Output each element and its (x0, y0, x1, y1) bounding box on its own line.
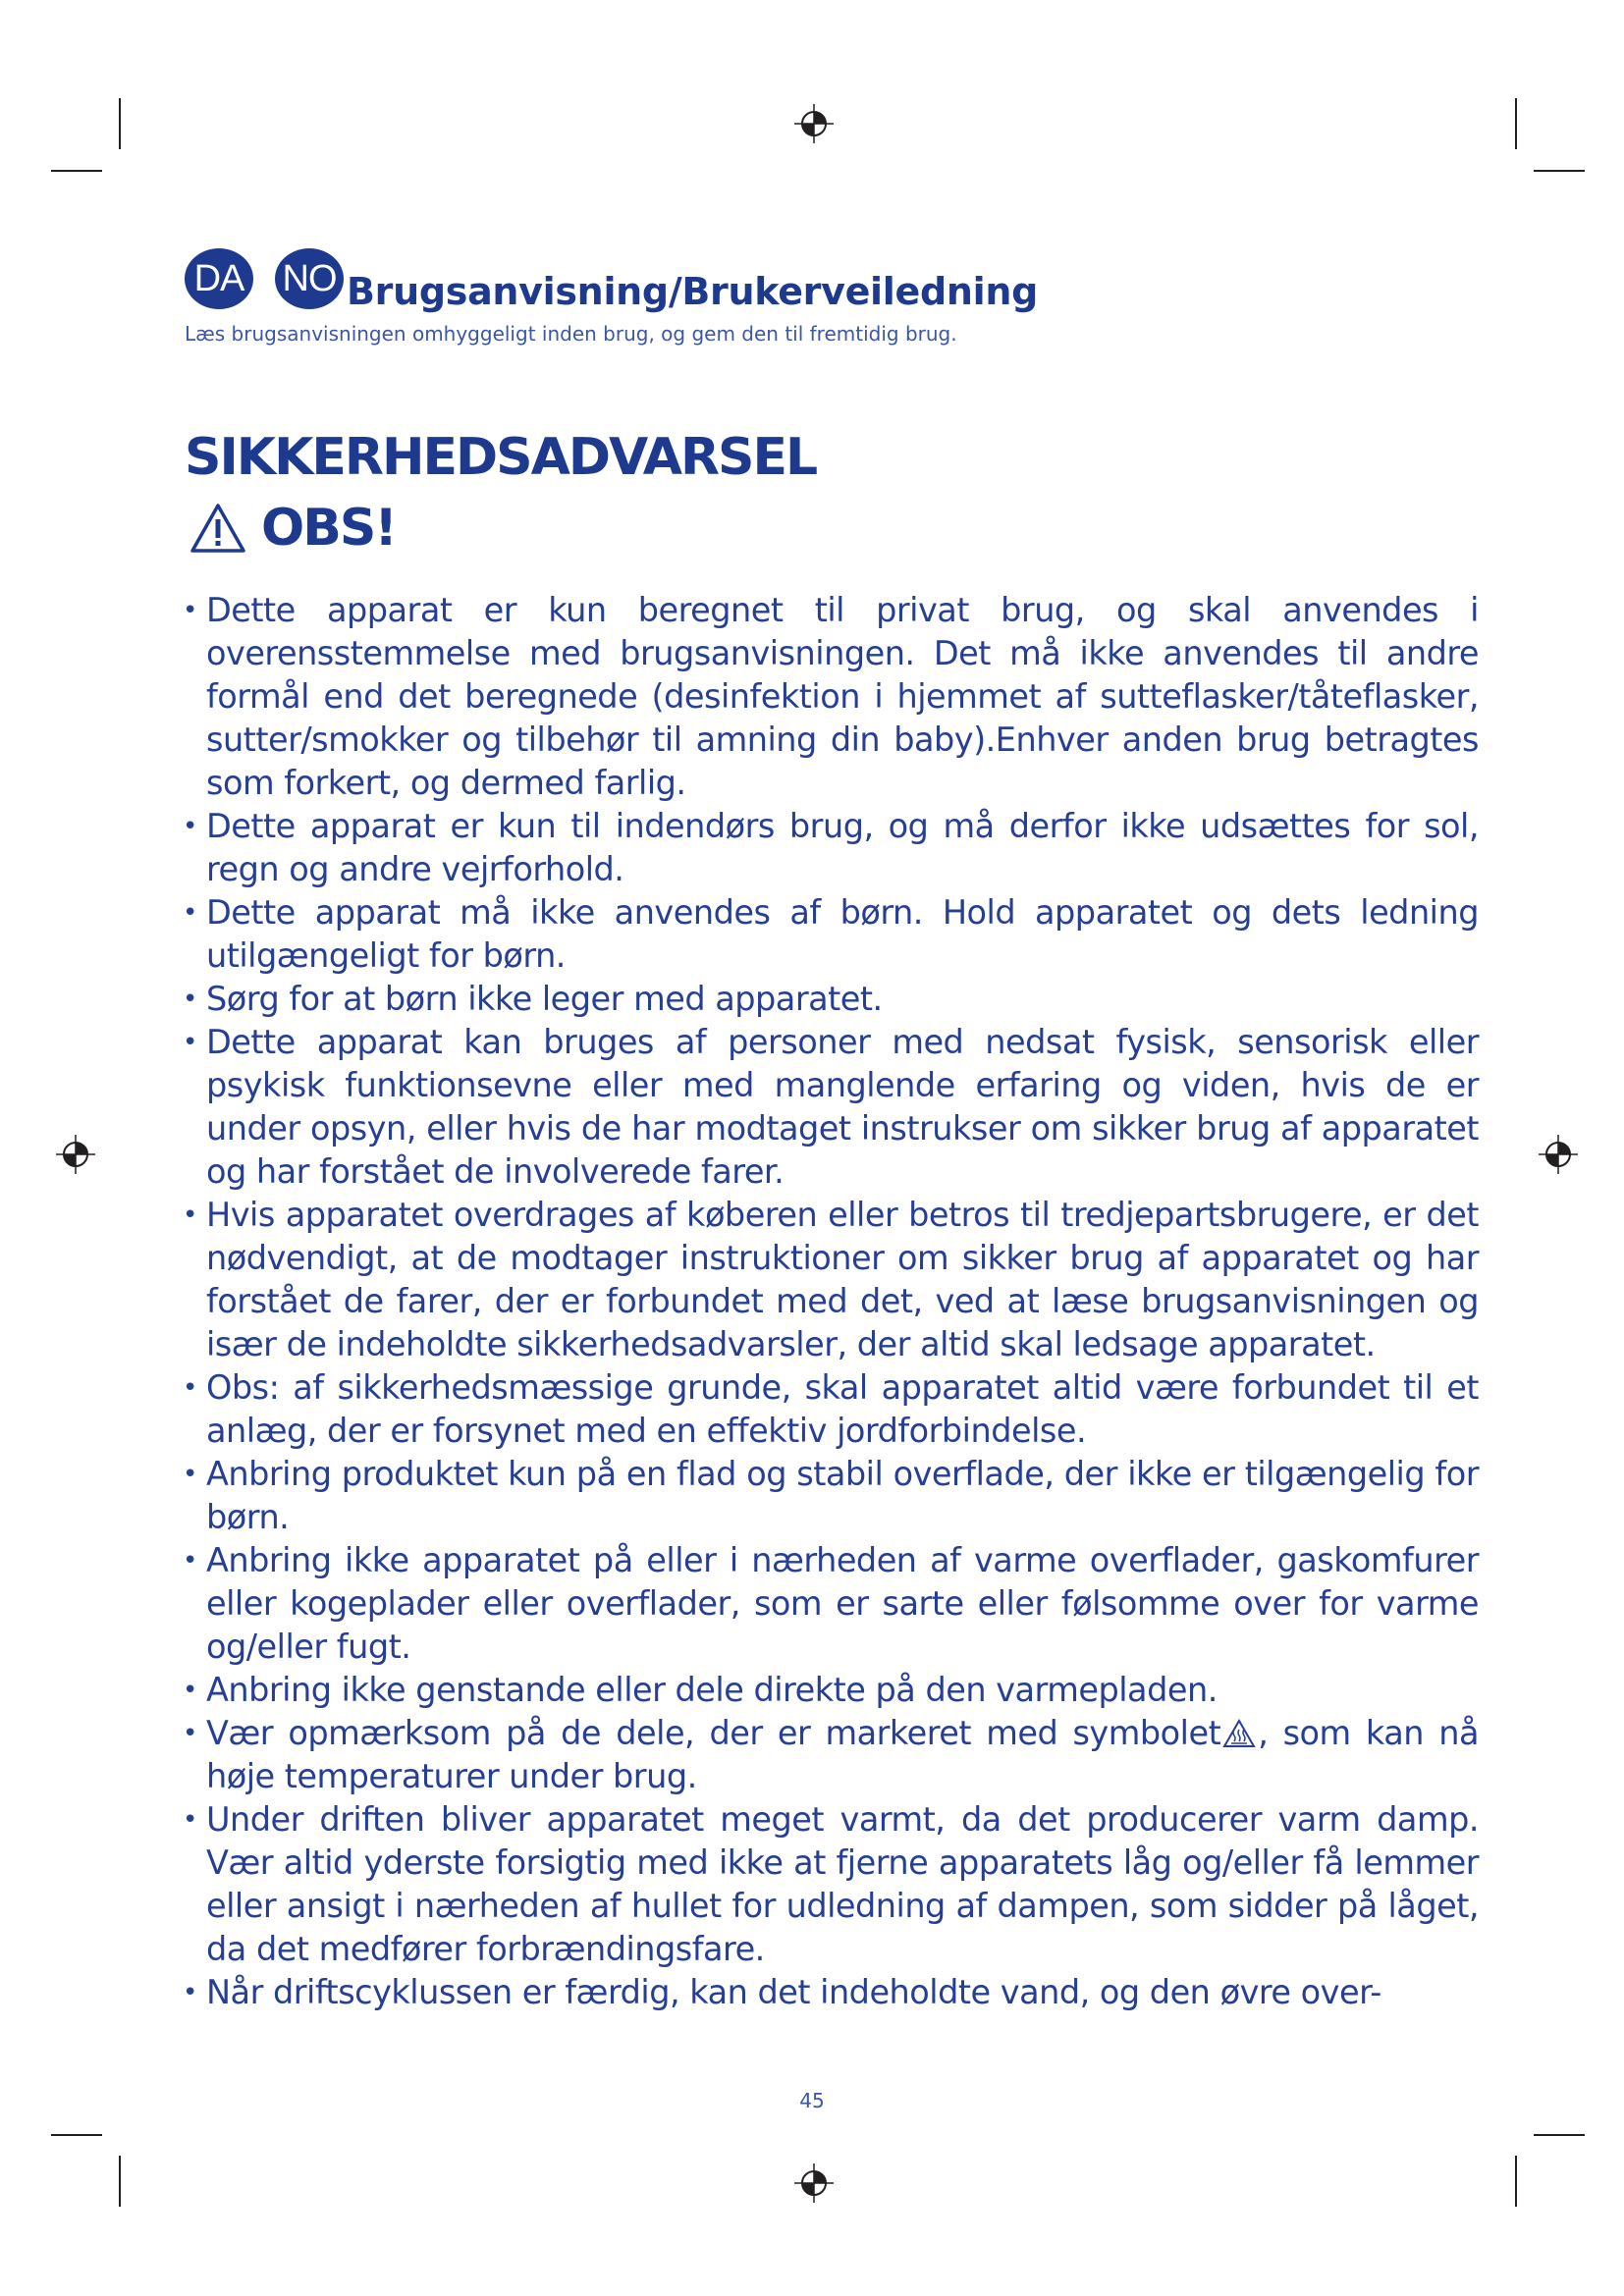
obs-label: OBS! (261, 499, 397, 558)
language-badge-da: DA (185, 248, 253, 309)
safety-warning-list (185, 589, 1479, 2014)
crop-mark (119, 2156, 121, 2207)
list-item: • Dette apparat er kun beregnet til privat brug, og skal anvendes i overensstemmelse med brugsanvisningen. Det må ikke anvendes til andre formål end det beregnede (desinfektion i hjemmet af sutteflasker/tåteflasker, sutter/smokker og tilbehør til amning din baby).Enhver anden brug betragtes som forkert, og dermed farlig. (185, 589, 1479, 805)
crop-mark (51, 170, 102, 172)
section-title: SIKKERHEDSADVARSEL (185, 428, 817, 487)
list-item: • Anbring ikke genstande eller dele direkte på den varmepladen. (185, 1669, 1479, 1712)
crop-mark (119, 98, 121, 149)
crop-mark (1515, 2156, 1517, 2207)
list-item (185, 1712, 1479, 1798)
manual-header (185, 248, 1461, 356)
list-item: • Anbring produktet kun på en flad og stabil overflade, der ikke er tilgængelig for børn. (185, 1453, 1479, 1539)
crop-mark (51, 2134, 102, 2136)
obs-heading (189, 497, 396, 560)
list-item: • Dette apparat kan bruges af personer med nedsat fysisk, sensorisk eller psykisk funktionsevne eller med manglende erfaring og viden, hvis de er under opsyn, eller hvis de har modtaget instrukser om sikker brug af apparatet og har forstået de involverede farer. (185, 1021, 1479, 1194)
registration-mark-icon (794, 2163, 834, 2203)
list-item: • Dette apparat må ikke anvendes af børn. Hold apparatet og dets ledning utilgængeligt for børn. (185, 891, 1479, 978)
registration-mark-icon (794, 104, 834, 143)
manual-subtitle: Læs brugsanvisningen omhyggeligt inden brug, og gem den til fremtidig brug. (185, 322, 957, 346)
crop-mark (1534, 170, 1585, 172)
list-item: • Under driften bliver apparatet meget varmt, da det producerer varm damp. Vær altid yderste forsigtig med ikke at fjerne apparatets låg og/eller få lemmer eller ansigt i nærheden af hullet for udledning af dampen, som sidder på låget, da det medfører forbrændingsfare. (185, 1798, 1479, 1971)
hot-surface-icon (1222, 1719, 1256, 1748)
hot-item-text: , som kan nå høje temperaturer under brug. (206, 1714, 1480, 1795)
warning-triangle-icon (189, 502, 247, 555)
list-item: • Obs: af sikkerhedsmæssige grunde, skal apparatet altid være forbundet til et anlæg, der er forsynet med en effektiv jordforbindelse. (185, 1366, 1479, 1453)
list-item: • Anbring ikke apparatet på eller i nærheden af varme overflader, gaskomfurer eller kogeplader eller overflader, som er sarte eller følsomme over for varme og/eller fugt. (185, 1539, 1479, 1669)
hot-item-text: Vær opmærksom på de dele, der er markeret med symbolet (206, 1714, 1221, 1752)
language-badge-no: NO (275, 248, 344, 309)
list-item: • Hvis apparatet overdrages af køberen eller betros til tredjepartsbrugere, er det nødvendigt, at de modtager instruktioner om sikker brug af apparatet og har forstået de farer, der er forbundet med det, ved at læse brugsanvisningen og især de indeholdte sikkerhedsadvarsler, der altid skal ledsage apparatet. (185, 1194, 1479, 1366)
registration-mark-icon (1539, 1135, 1578, 1174)
manual-title: Brugsanvisning/Brukerveiledning (347, 270, 1039, 313)
registration-mark-icon (56, 1135, 95, 1174)
crop-mark (1515, 98, 1517, 149)
crop-mark (1534, 2134, 1585, 2136)
list-item: • Dette apparat er kun til indendørs brug, og må derfor ikke udsættes for sol, regn og andre vejrforhold. (185, 805, 1479, 891)
page-number: 45 (799, 2089, 825, 2112)
list-item: • Når driftscyklussen er færdig, kan det indeholdte vand, og den øvre over- (185, 1971, 1479, 2014)
list-item: • Sørg for at børn ikke leger med apparatet. (185, 978, 1479, 1021)
